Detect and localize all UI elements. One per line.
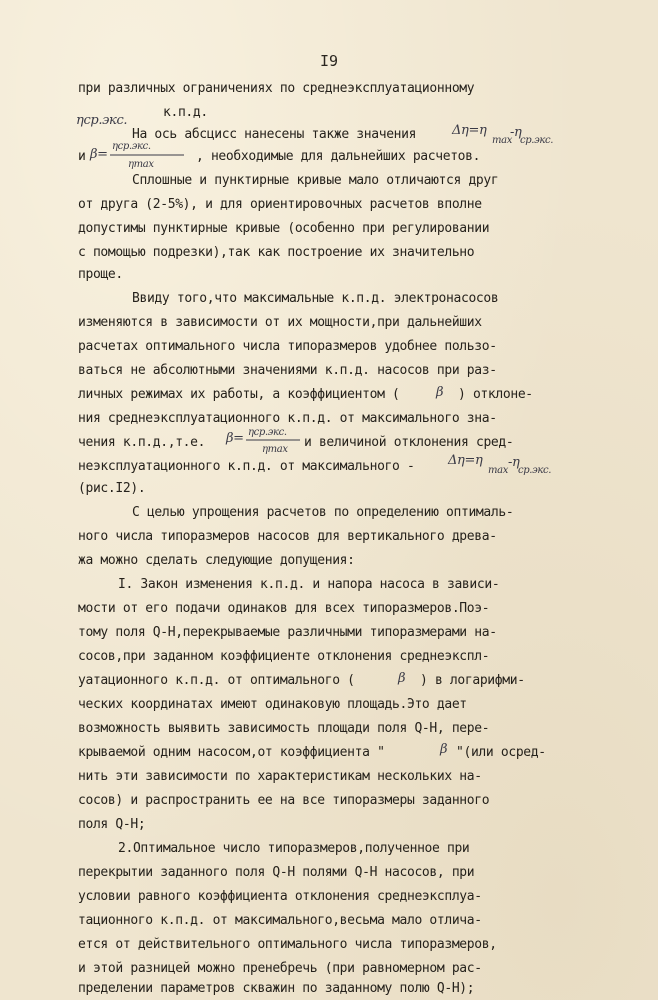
text-line: при различных ограничениях по среднеэксплуатационному — [78, 81, 475, 96]
handwritten-beta: β — [436, 385, 444, 400]
handwritten-max-sub: max — [492, 135, 513, 146]
text-line: С целью упрощения расчетов по определению оптималь- — [132, 505, 514, 520]
text-line: уатационного к.п.д. от оптимального ( — [78, 673, 355, 688]
text-line: ) отклоне- — [458, 387, 533, 402]
text-line: сосов) и распространить ее на все типоразмеры заданного — [78, 793, 490, 808]
text-line: расчетах оптимального числа типоразмеров удобнее пользо- — [78, 339, 497, 354]
text-line: ) в логарифми- — [420, 673, 525, 688]
text-line: ется от действительного оптимального числа типоразмеров, — [78, 937, 497, 952]
handwritten-fraction-numerator: ηср.экс. — [248, 427, 287, 438]
handwritten-max-sub: max — [488, 465, 509, 476]
handwritten-delta-eta: Δη=η — [448, 453, 483, 468]
text-line: нить эти зависимости по характеристикам нескольких на- — [78, 769, 482, 784]
text-line: поля Q-H; — [78, 817, 146, 832]
text-line: к.п.д. — [163, 105, 208, 120]
text-line: допустимы пунктирные кривые (особенно при регулировании — [78, 221, 490, 236]
text-line: I. Закон изменения к.п.д. и напора насоса в зависи- — [118, 577, 500, 592]
text-line: пределении параметров скважин по заданному полю Q-H); — [78, 981, 475, 996]
text-line: тому поля Q-H,перекрываемые различными типоразмерами на- — [78, 625, 497, 640]
text-line: чения к.п.д.,т.е. — [78, 435, 206, 450]
text-line: и — [78, 149, 86, 164]
text-line: жа можно сделать следующие допущения: — [78, 553, 355, 568]
text-line: проще. — [78, 267, 123, 282]
handwritten-beta: β — [398, 671, 406, 686]
text-line: с помощью подрезки),так как построение их значительно — [78, 245, 475, 260]
text-line: Сплошные и пунктирные кривые мало отличаются друг — [132, 173, 499, 188]
text-line: крываемой одним насосом,от коэффициента " — [78, 745, 385, 760]
text-line: изменяются в зависимости от их мощности,при дальнейших — [78, 315, 482, 330]
text-line: от друга (2-5%), и для ориентировочных расчетов вполне — [78, 197, 482, 212]
text-line: ния среднеэксплуатационного к.п.д. от максимального зна- — [78, 411, 497, 426]
text-line: сосов,при заданном коэффициенте отклонения среднеэкспл- — [78, 649, 490, 664]
text-line: Ввиду того,что максимальные к.п.д. электронасосов — [132, 291, 499, 306]
text-line: ческих координатах имеют одинаковую площадь.Это дает — [78, 697, 467, 712]
text-line: ного числа типоразмеров насосов для вертикального древа- — [78, 529, 497, 544]
text-line: , необходимые для дальнейших расчетов. — [196, 149, 481, 164]
handwritten-minus-eta: -η — [510, 125, 522, 140]
handwritten-fraction-denominator: ηmax — [128, 159, 154, 170]
text-line: "(или осред- — [456, 745, 546, 760]
text-line: и этой разницей можно пренебречь (при равномерном рас- — [78, 961, 482, 976]
handwritten-sr-eks-sub: ср.экс. — [520, 135, 554, 146]
text-line: 2.Оптимальное число типоразмеров,полученное при — [118, 841, 470, 856]
text-line: личных режимах их работы, а коэффициентом ( — [78, 387, 400, 402]
handwritten-fraction-numerator: ηср.экс. — [112, 141, 151, 152]
text-line: неэксплуатационного к.п.д. от максимального - — [78, 459, 415, 474]
text-line: и величиной отклонения сред- — [304, 435, 514, 450]
page-number: I9 — [319, 52, 339, 70]
handwritten-minus-eta: -η — [508, 455, 520, 470]
handwritten-sr-eks-sub: ср.экс. — [518, 465, 552, 476]
handwritten-delta-eta: Δη=η — [452, 123, 487, 138]
text-line: (рис.I2). — [78, 481, 146, 496]
handwritten-beta-eq: β= — [226, 431, 244, 446]
text-line: тационного к.п.д. от максимального,весьма мало отлича- — [78, 913, 482, 928]
text-line: ваться не абсолютными значениями к.п.д. насосов при раз- — [78, 363, 497, 378]
handwritten-beta-eq: β= — [90, 147, 108, 162]
handwritten-beta: β — [440, 742, 448, 757]
text-line: условии равного коэффициента отклонения среднеэксплуа- — [78, 889, 482, 904]
text-line: мости от его подачи одинаков для всех типоразмеров.Поэ- — [78, 601, 490, 616]
text-line: На ось абсцисс нанесены также значения — [132, 127, 417, 142]
handwritten-eta-sr: ηср.экс. — [76, 113, 128, 128]
handwritten-fraction-denominator: ηmax — [262, 444, 288, 455]
text-line: возможность выявить зависимость площади поля Q-H, пере- — [78, 721, 490, 736]
text-line: перекрытии заданного поля Q-H полями Q-H насосов, при — [78, 865, 475, 880]
